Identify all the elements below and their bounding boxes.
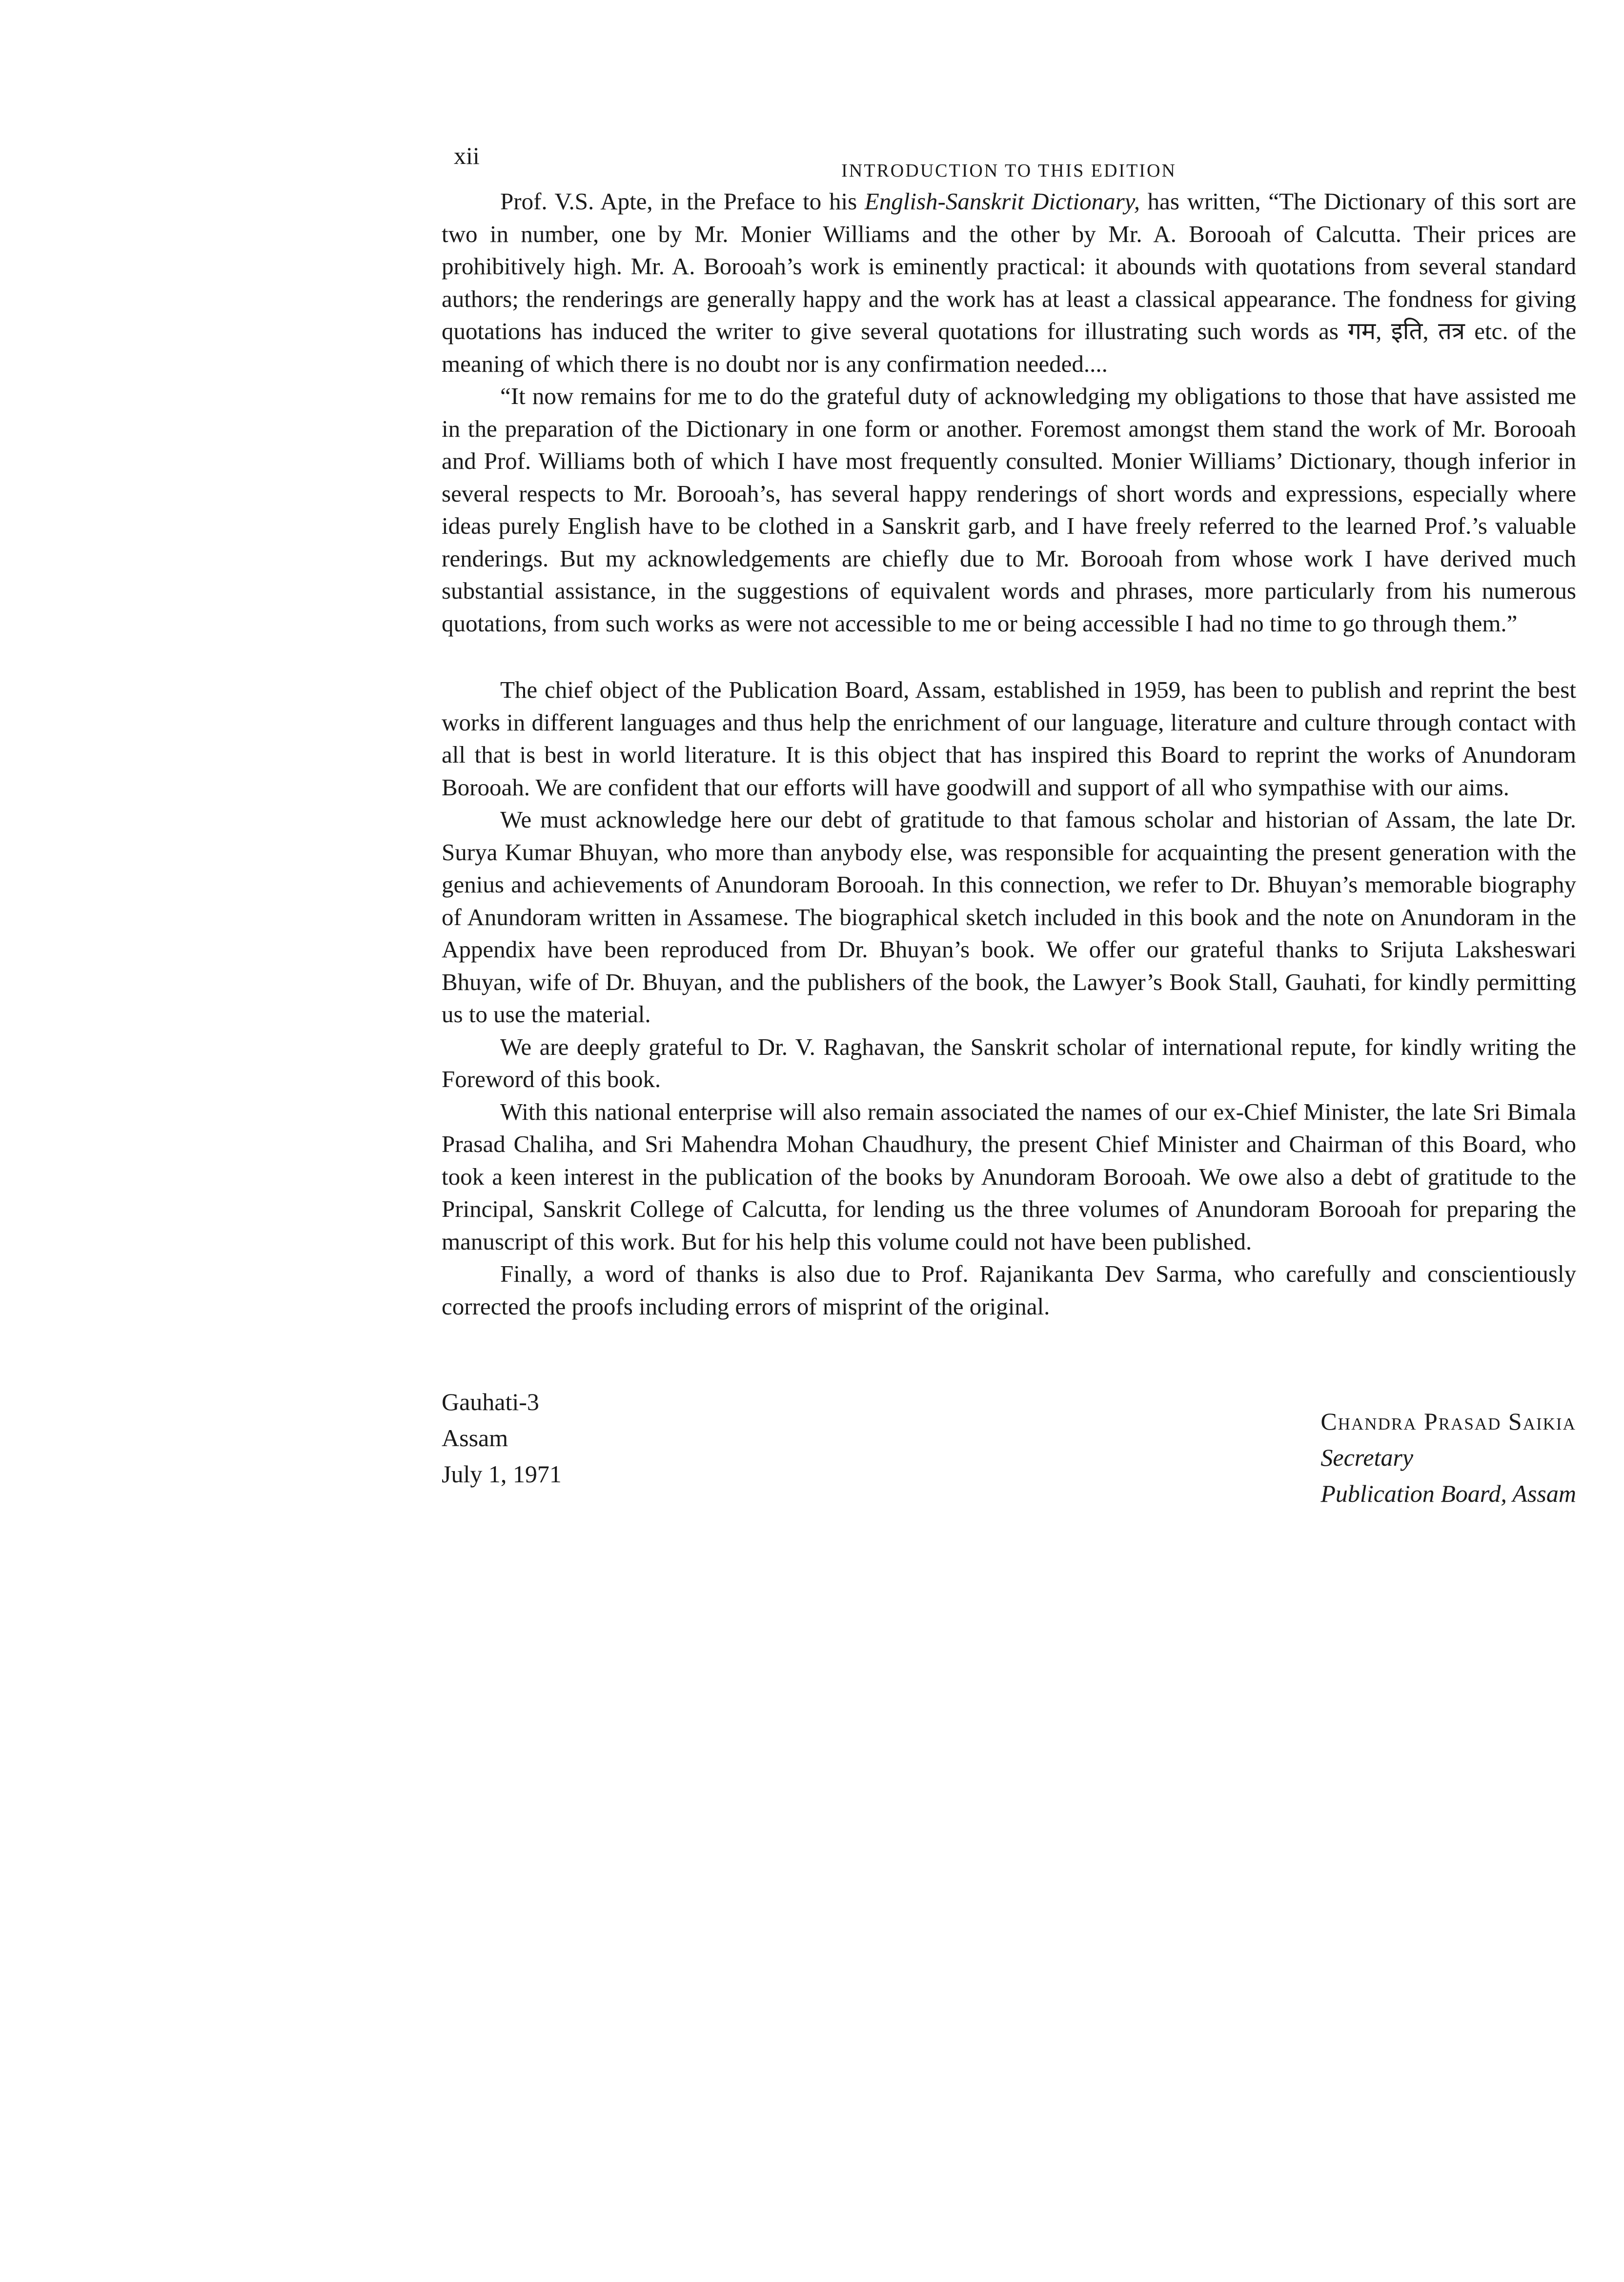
place-state: Assam — [442, 1424, 508, 1452]
quote-paragraph-1-text: has written, “The Dictionary of this sort are two in number, one by Mr. Monier Williams and the other by Mr. A. Borooah of Calcutta. Their prices are prohibitively high. Mr. A. Borooah’s work is eminently practical: it abounds with quotations from several standard authors; the renderings are generally happy and the work has at least a classical appearance. The fondness for giving quotations has induced the writer to give several quotations for illustrating such words as गम, इति, तत्र etc. of the meaning of which there is no doubt nor is any confirmation needed.... — [442, 188, 1577, 377]
place-city: Gauhati-3 — [442, 1388, 539, 1415]
document-page — [442, 132, 1576, 1511]
page-number: xii — [454, 142, 480, 169]
dictionary-title: English-Sanskrit Dictionary, — [864, 188, 1140, 215]
quote-paragraph-2: “It now remains for me to do the grateful duty of acknowledging my obligations to those that have assisted me in the preparation of the Dictionary in one form or another. Foremost amongst them stand the work of Mr. Borooah and Prof. Williams both of which I have most frequently consulted. Monier Williams’ Dictionary, though inferior in several respects to Mr. Borooah’s, has several happy renderings of short words and expressions, especially where ideas purely English have to be clothed in a Sanskrit garb, and I have freely referred to the learned Prof.’s valuable renderings. But my acknowledgements are chiefly due to Mr. Borooah from whose work I have derived much substantial assistance, in the suggestions of equivalent words and phrases, more particularly from his numerous quotations, from such works as were not accessible to me or being accessible I had no time to go through them.” — [442, 383, 1576, 637]
signatory-name: Chandra Prasad Saikia — [1320, 1408, 1576, 1435]
signatory-organization: Publication Board, Assam — [1320, 1480, 1576, 1507]
body-text — [442, 185, 1576, 1323]
body-paragraph-3: We are deeply grateful to Dr. V. Raghavan, the Sanskrit scholar of international repute, for kindly writing the Foreword of this book. — [442, 1033, 1576, 1092]
body-paragraph-2: We must acknowledge here our debt of gratitude to that famous scholar and historian of Assam, the late Dr. Surya Kumar Bhuyan, who more than anybody else, was responsible for acquainting the present generation with the genius and achievements of Anundoram Borooah. In this connection, we refer to Dr. Bhuyan’s memorable biography of Anundoram written in Assamese. The biographical sketch included in this book and the note on Anundoram in the Appendix have been reproduced from Dr. Bhuyan’s book. We offer our grateful thanks to Srijuta Laksheswari Bhuyan, wife of Dr. Bhuyan, and the publishers of the book, the Lawyer’s Book Stall, Gauhati, for kindly permitting us to use the material. — [442, 806, 1576, 1028]
signatory-title: Secretary — [1320, 1444, 1414, 1471]
section-gap — [442, 640, 1576, 674]
quote-paragraph-1-intro: Prof. V.S. Apte, in the Preface to his — [500, 188, 865, 215]
place-and-date — [442, 1384, 562, 1492]
body-paragraph-4: With this national enterprise will also remain associated the names of our ex-Chief Minister, the late Sri Bimala Prasad Chaliha, and Sri Mahendra Mohan Chaudhury, the present Chief Minister and Chairman of this Board, who took a keen interest in the publication of the books by Anundoram Borooah. We owe also a debt of gratitude to the Principal, Sanskrit College of Calcutta, for lending us the three volumes of Anundoram Borooah for preparing the manuscript of this work. But for his help this volume could not have been published. — [442, 1098, 1576, 1255]
body-paragraph-1: The chief object of the Publication Board, Assam, established in 1959, has been to publish and reprint the best works in different languages and thus help the enrichment of our language, literature and culture through contact with all that is best in world literature. It is this object that has inspired this Board to reprint the works of Anundoram Borooah. We are confident that our efforts will have goodwill and support of all who sympathise with our aims. — [442, 676, 1576, 801]
page-header — [442, 132, 1576, 185]
body-paragraph-5: Finally, a word of thanks is also due to Prof. Rajanikanta Dev Sarma, who carefully and conscientiously corrected the proofs including errors of misprint of the original. — [442, 1260, 1576, 1320]
signature-block — [442, 1384, 1576, 1511]
running-head: INTRODUCTION TO THIS EDITION — [841, 161, 1177, 181]
signatory — [1320, 1403, 1576, 1512]
quote-paragraph-1 — [442, 185, 1576, 380]
place-date: July 1, 1971 — [442, 1460, 562, 1488]
